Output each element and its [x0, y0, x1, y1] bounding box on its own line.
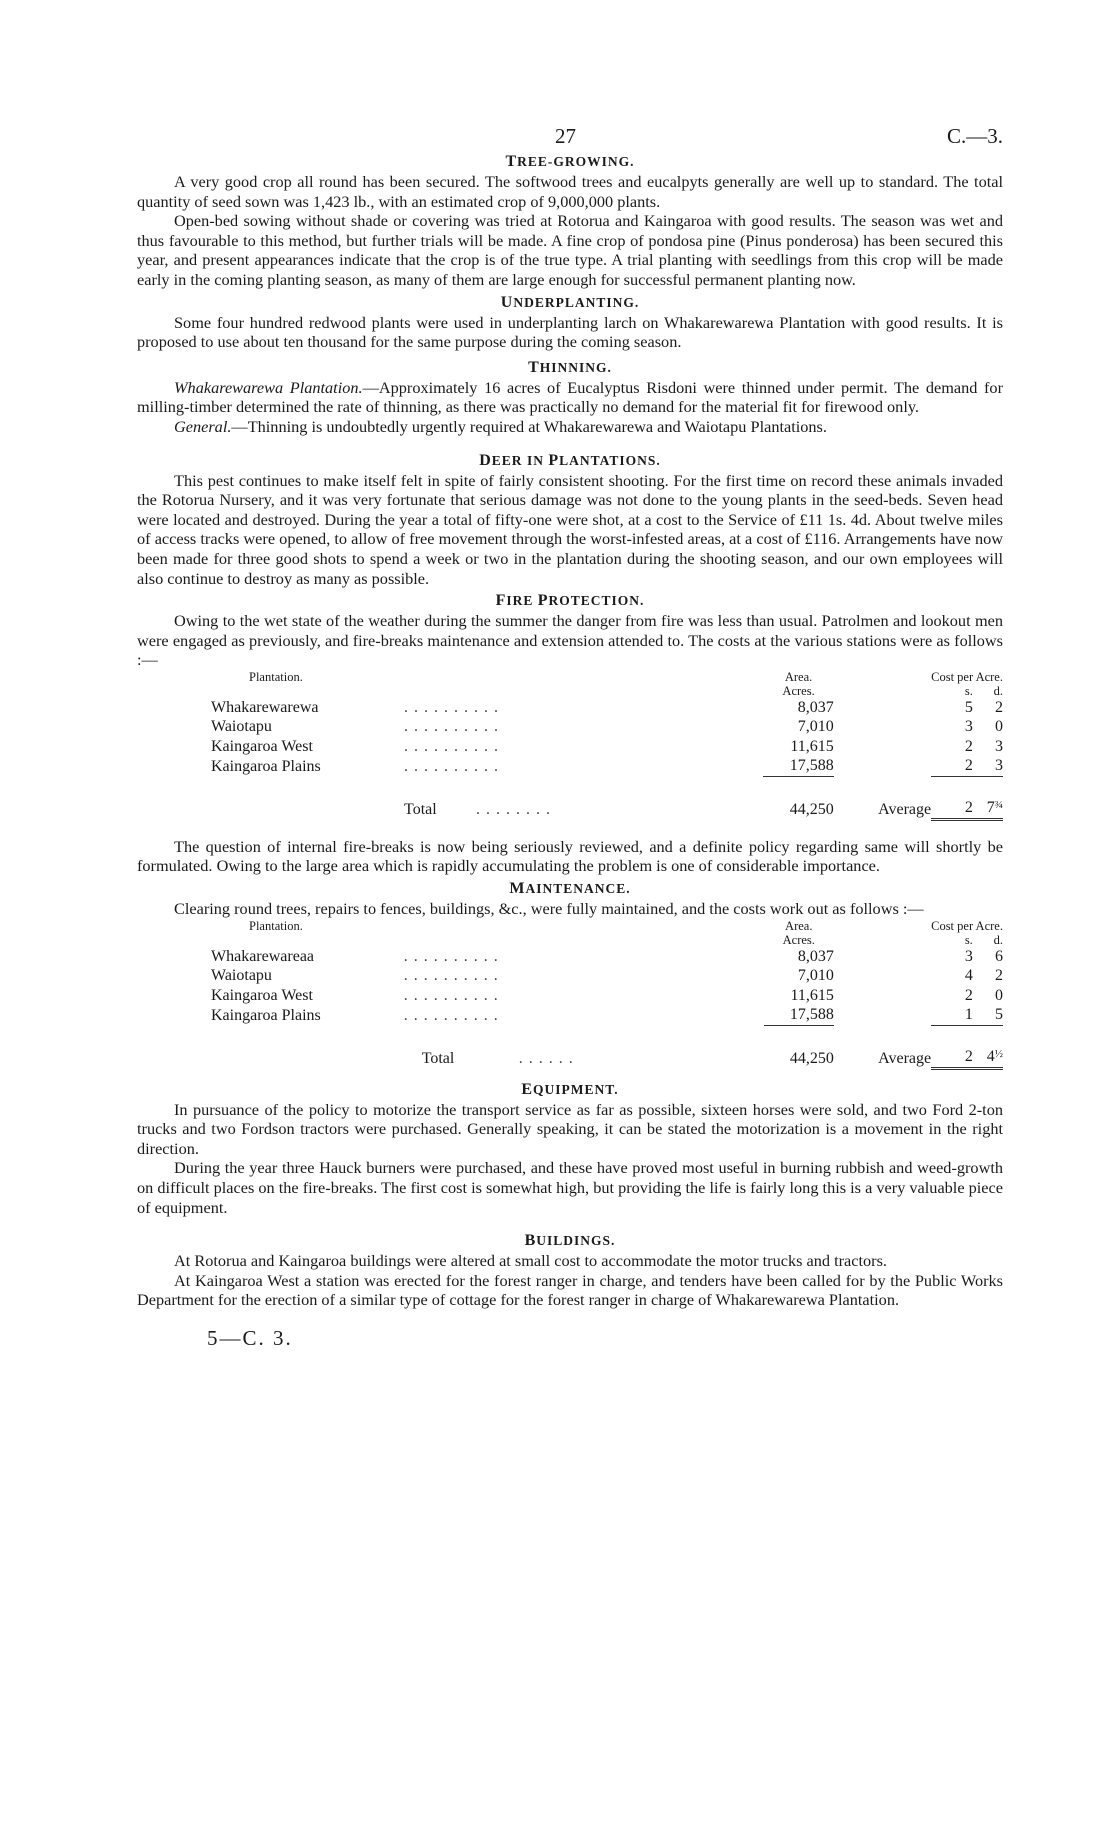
total-row: Total . . . . . . . . 44,250 Average 2 $7^{\frac{3}{4}}$ — [211, 796, 1003, 819]
col-d: d. — [993, 683, 1003, 698]
average-frac: ¾ — [994, 799, 1003, 812]
plantation-name: Kaingaroa West — [211, 986, 313, 1004]
area-value: 7,010 — [797, 718, 834, 736]
plantation-name: Kaingaroa Plains — [211, 1006, 321, 1024]
col-plantation: Plantation. — [249, 918, 303, 933]
total-label: Total — [404, 800, 437, 818]
col-s: s. — [964, 683, 973, 698]
heading-buildings: BUILDINGS. — [524, 1232, 616, 1250]
cost-s: 1 — [931, 1005, 973, 1025]
paragraph: Open-bed sowing without shade or covering was tried at Rotorua and Kaingaroa with good results. The season was wet and thus favourable to this method, but further trials will be made. A fine crop of pondosa pine (Pinus ponderosa) has been secured this year, and present appearances indicate that the crop is of the true type. A trial planting with seedlings from this crop will be made early in the coming planting season, as many of them are large enough for successful permanent planting now. — [137, 211, 1003, 289]
fire-costs-table — [211, 670, 1003, 821]
average-frac: ½ — [994, 1048, 1003, 1061]
paragraph — [137, 417, 1003, 437]
paragraph: The question of internal fire-breaks is now being seriously reviewed, and a definite policy regarding same will shortly be formulated. Owing to the large area which is rapidly accumulating the problem is one of considerable importance. — [137, 836, 1003, 876]
table-row: Waiotapu . . . . . . . . . . 7,010 4 2 — [211, 967, 1003, 985]
area-value: 17,588 — [763, 756, 833, 776]
col-d: d. — [993, 932, 1003, 947]
cost-d: 5 — [973, 1005, 1003, 1025]
plantation-name: Whakarewareaa — [211, 947, 315, 965]
col-s: s. — [964, 932, 973, 947]
maintenance-costs-table — [211, 919, 1003, 1070]
page-header — [137, 118, 1003, 152]
total-row: Total . . . . . . 44,250 Average 2 $4^{\frac{1}{2}}$ — [211, 1045, 1003, 1068]
cost-s: 2 — [931, 756, 973, 776]
plantation-name: Waiotapu — [211, 967, 272, 985]
cost-d: 3 — [973, 756, 1003, 776]
italic-lead: Whakarewarewa Plantation. — [174, 377, 363, 397]
cost-d: 0 — [995, 718, 1003, 736]
cost-s: 3 — [964, 947, 973, 965]
area-value: 11,615 — [790, 737, 834, 755]
cost-d: 2 — [995, 698, 1003, 716]
plantation-name: Kaingaroa West — [211, 737, 313, 755]
heading-fire-protection: FIRE PROTECTION. — [495, 592, 645, 610]
area-value: 8,037 — [797, 698, 834, 716]
cost-d: 2 — [995, 967, 1003, 985]
paragraph-text: —Thinning is undoubtedly urgently required at Whakarewarewa and Waiotapu Plantations. — [231, 416, 827, 436]
area-value: 8,037 — [797, 947, 834, 965]
table-row: Kaingaroa Plains . . . . . . . . . . 17,588 2 3 — [211, 757, 1003, 775]
area-value: 7,010 — [797, 967, 834, 985]
heading-maintenance: MAINTENANCE. — [509, 880, 631, 898]
heading-deer: DEER IN PLANTATIONS. — [479, 451, 661, 469]
col-area: Area. — [785, 918, 813, 933]
table-row: Kaingaroa West . . . . . . . . . . 11,615 2 3 — [211, 737, 1003, 755]
cost-d: 0 — [995, 986, 1003, 1004]
average-label: Average — [878, 800, 932, 818]
paragraph: This pest continues to make itself felt in spite of fairly consistent shooting. For the first time on record these animals invaded the Rotorua Nursery, and it was very fortunate that serious damage was not done to the young plants in the seed-beds. Seven head were located and destroyed. During the year a total of fifty-one were shot, at a cost to the Service of £11 1s. 4d. About twelve miles of access tracks were opened, to allow of free movement through the worst-infested areas, at a cost of £116. Arrangements have now been made for three good shots to spend a week or two in the plantation during the shooting season, and our own employees will also continue to destroy as many as possible. — [137, 470, 1003, 588]
average-d: 7 — [986, 799, 995, 817]
paragraph: At Kaingaroa West a station was erected for the forest ranger in charge, and tenders have been called for by the Public Works Department for the erection of a similar type of cottage for the forest ranger in charge of Whakarewarewa Plantation. — [137, 1270, 1003, 1310]
plantation-name: Kaingaroa Plains — [211, 757, 321, 775]
table-row: Kaingaroa Plains . . . . . . . . . . 17,588 1 5 — [211, 1006, 1003, 1024]
col-area: Area. — [784, 669, 813, 684]
cost-s: 2 — [964, 986, 973, 1004]
paragraph: Some four hundred redwood plants were used in underplanting larch on Whakarewarewa Plantation with good results. It is proposed to use about ten thousand for the same purpose during the coming season. — [137, 312, 1003, 352]
printer-signature: 5—C. 3. — [207, 1326, 293, 1350]
col-area-unit: Acres. — [782, 932, 815, 947]
heading-tree-growing: TREE-GROWING. — [505, 153, 635, 170]
paragraph: At Rotorua and Kaingaroa buildings were altered at small cost to accommodate the motor trucks and tractors. — [174, 1251, 887, 1271]
paragraph: In pursuance of the policy to motorize the transport service as far as possible, sixteen horses were sold, and two Ford 2-ton trucks and two Fordson tractors were purchased. Generally speaking, it can be stated the motorization is a movement in the right direction. — [137, 1099, 1003, 1158]
heading-equipment: EQUIPMENT. — [521, 1080, 619, 1098]
table-row: Kaingaroa West . . . . . . . . . . 11,615 2 0 — [211, 986, 1003, 1004]
paragraph: Owing to the wet state of the weather during the summer the danger from fire was less than usual. Patrolmen and lookout men were engaged as previously, and fire-breaks maintenance and extension attended to. The costs at the various stations were as follows :— — [137, 611, 1003, 670]
paragraph — [137, 378, 1003, 417]
average-s: 2 — [931, 796, 973, 819]
cost-d: 3 — [995, 737, 1003, 755]
heading-underplanting: UNDERPLANTING. — [500, 293, 640, 311]
report-page — [137, 118, 1003, 1351]
cost-s: 5 — [964, 698, 973, 716]
page-number: 27 — [555, 124, 576, 148]
col-plantation: Plantation. — [249, 669, 303, 684]
col-cost: Cost per Acre. — [931, 669, 1003, 684]
table-row: Whakarewarewa . . . . . . . . . . 8,037 5 2 — [211, 698, 1003, 716]
plantation-name: Waiotapu — [211, 718, 272, 736]
paragraph: Clearing round trees, repairs to fences, buildings, &c., were fully maintained, and the costs work out as follows :— — [174, 899, 924, 919]
total-label: Total — [421, 1049, 455, 1067]
average-s: 2 — [931, 1045, 973, 1068]
italic-lead: General. — [174, 416, 232, 436]
col-area-unit: Acres. — [782, 683, 815, 698]
average-label: Average — [878, 1049, 932, 1067]
document-code: C.—3. — [946, 124, 1003, 148]
cost-s: 3 — [964, 718, 973, 736]
plantation-name: Whakarewarewa — [211, 698, 319, 716]
area-value: 11,615 — [790, 986, 834, 1004]
average-d: 4 — [986, 1048, 995, 1066]
cost-s: 4 — [964, 967, 973, 985]
col-cost: Cost per Acre. — [931, 918, 1003, 933]
table-row: Waiotapu . . . . . . . . . . 7,010 3 0 — [211, 718, 1003, 736]
paragraph: During the year three Hauck burners were purchased, and these have proved most useful in burning rubbish and weed-growth on difficult places on the fire-breaks. The first cost is somewhat high, but providing the life is fairly long this is a very valuable piece of equipment. — [137, 1158, 1003, 1217]
paragraph-text: —Approximately 16 acres of Eucalyptus Risdoni were thinned under permit. The demand for milling-timber determined the rate of thinning, as there was practically no demand for the material fit for firewood only. — [137, 377, 1003, 417]
heading-thinning: THINNING. — [528, 358, 612, 376]
paragraph: A very good crop all round has been secured. The softwood trees and eucalpyts generally are well up to standard. The total quantity of seed sown was 1,423 lb., with an estimated crop of 9,000,000 plants. — [137, 172, 1003, 211]
total-area: 44,250 — [789, 800, 834, 818]
cost-d: 6 — [995, 947, 1003, 965]
table-row: Whakarewareaa . . . . . . . . . . 8,037 3 6 — [211, 947, 1003, 965]
cost-s: 2 — [964, 737, 973, 755]
area-value: 17,588 — [764, 1005, 834, 1025]
total-area: 44,250 — [789, 1049, 834, 1067]
